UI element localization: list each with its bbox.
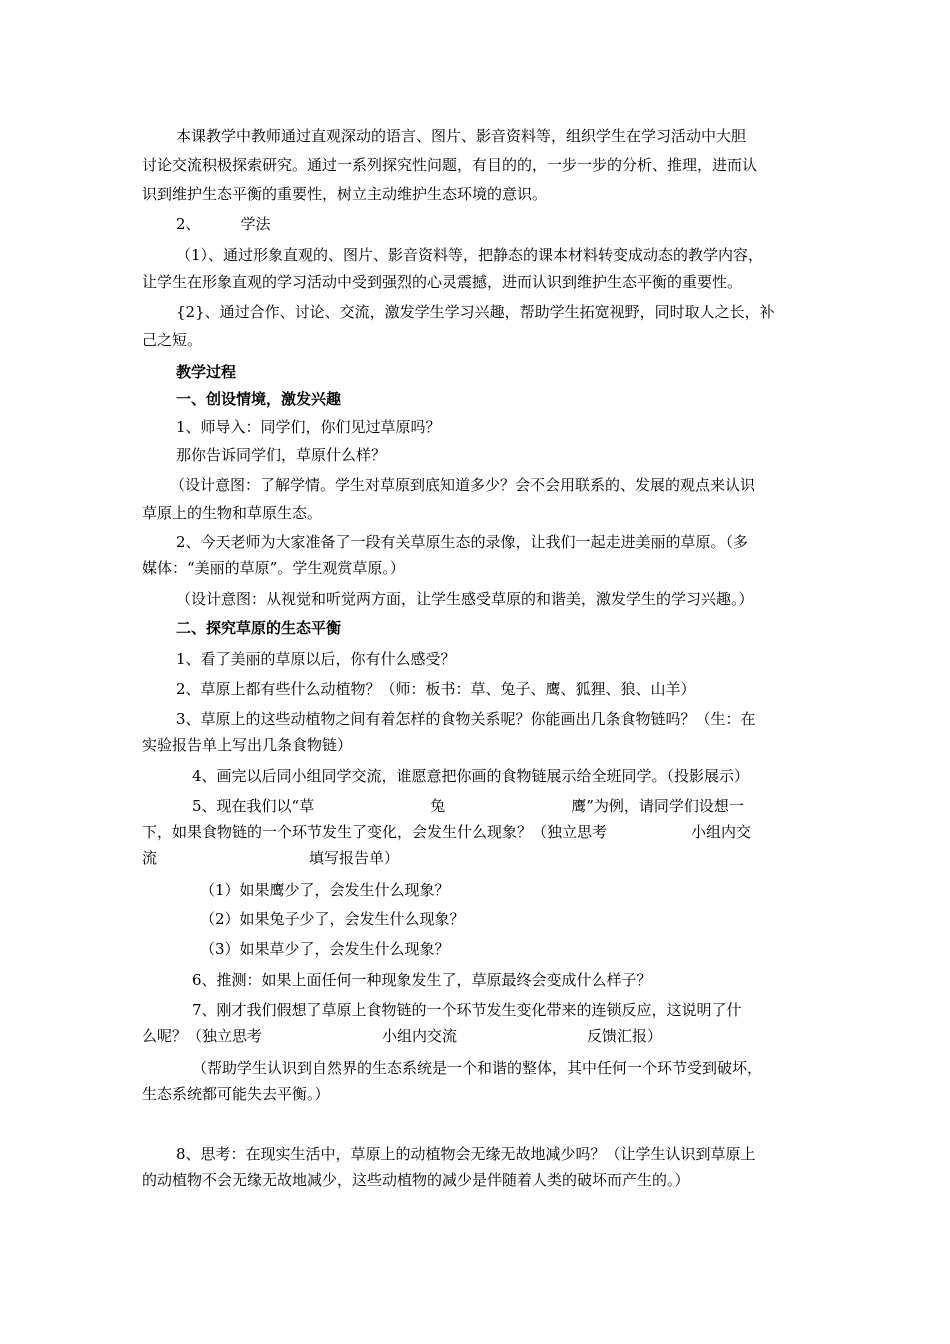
section-2-title: 二、探究草原的生态平衡: [176, 619, 342, 637]
item-7-line-2-c: 反馈汇报）: [587, 1027, 663, 1045]
section-1-q2-line-2: 媒体：“美丽的草原”。学生观赏草原。）: [142, 559, 405, 577]
item-5-line-2-a: 下，如果食物链的一个环节发生了变化，会发生什么现象？（独立思考: [142, 823, 608, 841]
section-2-item-4: 4、画完以后同小组同学交流，谁愿意把你画的食物链展示给全班同学。（投影展示）: [192, 767, 750, 785]
section-2-item-5-line-3: [142, 844, 810, 873]
intro-line-2: 讨论交流积极探索研究。通过一系列探究性问题，有目的的，一步一步的分析、推理，进而认: [142, 156, 758, 174]
study-method-1-line-1: （1）、通过形象直观的、图片、影音资料等，把静态的课本材料转变成动态的教学内容，: [176, 246, 764, 264]
item-7-line-2-a: 么呢？（独立思考: [142, 1027, 263, 1045]
section-1-title: 一、创设情境，激发兴趣: [176, 390, 342, 408]
design-intent-1-line-2: 草原上的生物和草原生态。: [142, 504, 323, 522]
study-method-2-line-1: {2}、通过合作、讨论、交流，激发学生学习兴趣，帮助学生拓宽视野，同时取人之长，补: [176, 303, 775, 321]
section-1-q1b: 那你告诉同学们，草原什么样？: [176, 446, 387, 464]
section-2-item-5-line-1: [192, 792, 860, 821]
section-2-item-2: 2、草原上都有些什么动植物？（师：板书：草、兔子、鹰、狐狸、狼、山羊）: [176, 680, 696, 698]
section-1-q2-line-1: 2、今天老师为大家准备了一段有关草原生态的录像，让我们一起走进美丽的草原。（多: [176, 533, 749, 551]
section-2-item-3-line-1: 3、草原上的这些动植物之间有着怎样的食物关系呢？你能画出几条食物链吗？（生：在: [176, 710, 756, 728]
sub-question-2: （2）如果兔子少了，会发生什么现象？: [200, 910, 465, 928]
section-2-item-7-line-1: 7、刚才我们假想了草原上食物链的一个环节发生变化带来的连锁反应，这说明了什: [192, 1001, 742, 1019]
item-5-part-c: 鹰”为例，请同学们设想一: [571, 797, 744, 815]
study-method-heading: [176, 210, 844, 239]
study-method-title: 学法: [240, 215, 271, 233]
study-method-1-line-2: 让学生在形象直观的学习活动中受到强烈的心灵震撼，进而认识到维护生态平衡的重要性。: [142, 273, 743, 291]
item-5-part-b: 兔: [430, 797, 446, 815]
intro-line-1: 本课教学中教师通过直观深动的语言、图片、影音资料等，组织学生在学习活动中大胆: [176, 127, 747, 145]
help-note-line-2: 生态系统都可能失去平衡。）: [142, 1085, 330, 1103]
sub-question-1: （1）如果鹰少了，会发生什么现象？: [200, 881, 450, 899]
help-note-line-1: （帮助学生认识到自然界的生态系统是一个和谐的整体，其中任何一个环节受到破坏，: [192, 1059, 763, 1077]
study-method-2-line-2: 己之短。: [142, 331, 203, 349]
section-2-item-8-line-1: 8、思考：在现实生活中，草原上的动植物会无缘无故地减少吗？（让学生认识到草原上: [176, 1145, 756, 1163]
item-5-part-a: 5、现在我们以“草: [192, 797, 315, 815]
item-7-line-2-b: 小组内交流: [382, 1027, 458, 1045]
teaching-process-title: 教学过程: [176, 363, 237, 381]
section-2-item-1: 1、看了美丽的草原以后，你有什么感受？: [176, 650, 456, 668]
item-5-line-2-b: 小组内交: [691, 823, 752, 841]
section-2-item-5-line-2: [142, 818, 810, 847]
section-1-q1: 1、师导入：同学们，你们见过草原吗？: [176, 418, 441, 436]
design-intent-1-line-1: （设计意图：了解学情。学生对草原到底知道多少？会不会用联系的、发展的观点来认识: [170, 476, 756, 494]
section-2-item-6: 6、推测：如果上面任何一种现象发生了，草原最终会变成什么样子？: [192, 971, 652, 989]
section-2-item-8-line-2: 的动植物不会无缘无故地减少，这些动植物的减少是伴随着人类的破坏而产生的。）: [142, 1171, 690, 1189]
sub-question-3: （3）如果草少了，会发生什么现象？: [200, 940, 450, 958]
section-2-item-7-line-2: [142, 1022, 810, 1051]
item-5-line-3-a: 流: [142, 849, 158, 867]
study-method-number: 2、: [176, 215, 201, 233]
section-2-item-3-line-2: 实验报告单上写出几条食物链）: [142, 736, 353, 754]
item-5-line-3-b: 填写报告单）: [309, 849, 400, 867]
intro-line-3: 识到维护生态平衡的重要性，树立主动维护生态环境的意识。: [142, 185, 548, 203]
design-intent-2: （设计意图：从视觉和听觉两方面，让学生感受草原的和谐美，激发学生的学习兴趣。）: [176, 590, 754, 608]
